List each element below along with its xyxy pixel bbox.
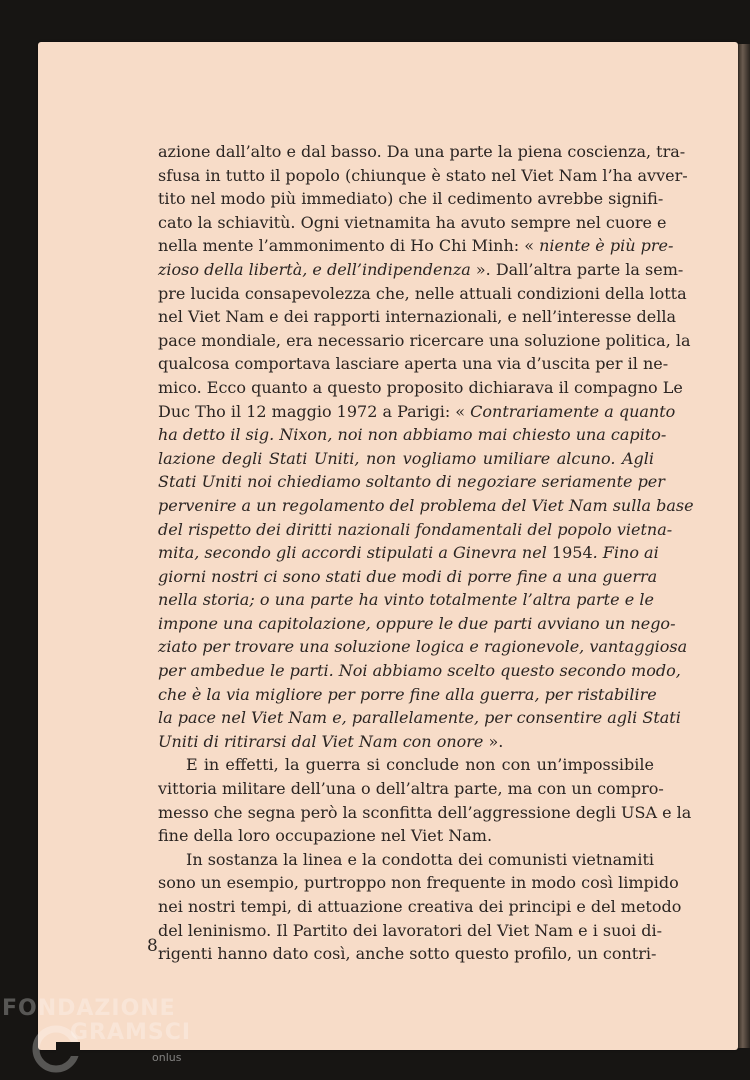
text-span: vittoria militare dell’una o dell’altra parte, ma con un compro- bbox=[158, 779, 664, 799]
text-line bbox=[158, 824, 654, 848]
watermark-line2: GRAMSCI bbox=[70, 1020, 192, 1045]
italic-text: Contrariamente a quanto bbox=[470, 401, 676, 421]
italic-text: . Fino ai bbox=[592, 543, 659, 563]
text-line bbox=[158, 305, 676, 329]
text-line bbox=[158, 329, 691, 353]
italic-text: che è la via migliore per porre fine alla guerra, per ristabilire bbox=[158, 684, 657, 704]
text-span: nella mente l’ammonimento di Ho Chi Minh: « bbox=[158, 236, 540, 256]
text-line bbox=[158, 400, 676, 424]
text-line bbox=[158, 494, 694, 518]
text-line bbox=[158, 352, 669, 376]
text-line bbox=[158, 706, 681, 730]
italic-text: giorni nostri ci sono stati due modi di porre fine a una guerra bbox=[158, 566, 658, 586]
italic-text: ziato per trovare una soluzione logica e ragionevole, vantaggiosa bbox=[158, 637, 688, 657]
watermark-line1: FONDAZIONE bbox=[2, 996, 176, 1021]
text-line bbox=[158, 140, 686, 164]
text-span: azione dall’alto e dal basso. Da una parte la piena coscienza, tra- bbox=[158, 142, 686, 161]
text-span: cato la schiavitù. Ogni vietnamita ha avuto sempre nel cuore e bbox=[158, 212, 667, 232]
text-span: ». Dall’altra parte la sem- bbox=[470, 259, 684, 279]
text-line bbox=[158, 612, 676, 636]
text-span: fine della loro occupazione nel Viet Nam. bbox=[158, 826, 493, 846]
watermark-onlus: onlus bbox=[152, 1051, 182, 1064]
text-line bbox=[158, 659, 681, 683]
text-span: E in effetti, la guerra si conclude non con un’impossibile bbox=[186, 755, 654, 775]
text-line bbox=[158, 565, 658, 589]
italic-text: Stati Uniti noi chiediamo soltanto di negoziare seriamente per bbox=[158, 472, 665, 492]
italic-text: Uniti di ritirarsi dal Viet Nam con onore bbox=[158, 731, 484, 751]
text-span: messo che segna però la sconfitta dell’aggressione degli USA e la bbox=[158, 802, 692, 822]
text-line bbox=[158, 942, 657, 966]
text-line bbox=[158, 447, 654, 471]
text-span: tito nel modo più immediato) che il cedimento avrebbe signifi- bbox=[158, 189, 664, 209]
italic-text: del rispetto dei diritti nazionali fondamentali del popolo vietna- bbox=[158, 519, 673, 539]
text-span: qualcosa comportava lasciare aperta una via d’uscita per il ne- bbox=[158, 354, 669, 374]
italic-text: impone una capitolazione, oppure le due parti avviano un nego- bbox=[158, 613, 676, 633]
text-line bbox=[158, 895, 682, 919]
text-line bbox=[158, 588, 654, 612]
text-span: del leninismo. Il Partito dei lavoratori del Viet Nam e i suoi di- bbox=[158, 920, 663, 940]
text-span: nel Viet Nam e dei rapporti internazionali, e nell’interesse della bbox=[158, 307, 676, 327]
italic-text: per ambedue le parti. Noi abbiamo scelto questo secondo modo, bbox=[158, 661, 681, 681]
italic-text: zioso della libertà, e dell’indipendenza bbox=[158, 259, 471, 279]
watermark bbox=[0, 996, 200, 1080]
italic-text: la pace nel Viet Nam e, parallelamente, per consentire agli Stati bbox=[158, 708, 681, 728]
text-line bbox=[158, 470, 665, 494]
text-span: sfusa in tutto il popolo (chiunque è stato nel Viet Nam l’ha avver- bbox=[158, 165, 688, 185]
text-span: 1954 bbox=[551, 543, 593, 563]
body-text bbox=[158, 140, 694, 966]
italic-text: pervenire a un regolamento del problema del Viet Nam sulla base bbox=[158, 495, 694, 515]
text-line bbox=[158, 683, 657, 707]
text-line bbox=[158, 730, 654, 754]
text-line bbox=[158, 423, 667, 447]
page-number: 8 bbox=[147, 936, 158, 956]
text-span: In sostanza la linea e la condotta dei comunisti vietnamiti bbox=[186, 849, 655, 869]
text-line bbox=[158, 187, 664, 211]
text-line bbox=[158, 258, 684, 282]
text-line bbox=[158, 801, 692, 825]
italic-text: ha detto il sig. Nixon, noi non abbiamo mai chiesto una capito- bbox=[158, 425, 667, 445]
text-span: nei nostri tempi, di attuazione creativa dei principi e del metodo bbox=[158, 897, 682, 916]
italic-text: mita, secondo gli accordi stipulati a Ginevra nel bbox=[158, 543, 552, 563]
text-line bbox=[158, 919, 663, 943]
text-line bbox=[158, 518, 673, 542]
text-span: rigenti hanno dato così, anche sotto questo profilo, un contri- bbox=[158, 944, 657, 964]
text-span: pace mondiale, era necessario ricercare una soluzione politica, la bbox=[158, 330, 691, 350]
text-span: pre lucida consapevolezza che, nelle attuali condizioni della lotta bbox=[158, 283, 687, 303]
text-line bbox=[158, 753, 654, 777]
text-span: Duc Tho il 12 maggio 1972 a Parigi: « bbox=[158, 401, 471, 421]
text-line bbox=[158, 164, 688, 188]
text-line bbox=[158, 777, 664, 801]
text-span: mico. Ecco quanto a questo proposito dichiarava il compagno Le bbox=[158, 377, 683, 397]
text-line bbox=[158, 848, 654, 872]
italic-text: lazione degli Stati Uniti, non vogliamo umiliare alcuno. Agli bbox=[158, 448, 654, 468]
text-line bbox=[158, 376, 683, 400]
text-line bbox=[158, 282, 687, 306]
text-line bbox=[158, 234, 674, 258]
italic-text: niente è più pre- bbox=[539, 236, 674, 256]
text-span: sono un esempio, purtroppo non frequente in modo così limpido bbox=[158, 873, 679, 893]
page-edge bbox=[738, 44, 750, 1048]
text-line bbox=[158, 211, 667, 235]
text-line bbox=[158, 871, 679, 895]
text-line bbox=[158, 635, 688, 659]
text-span: ». bbox=[483, 731, 504, 751]
text-line bbox=[158, 541, 659, 565]
italic-text: nella storia; o una parte ha vinto totalmente l’altra parte e le bbox=[158, 590, 654, 610]
